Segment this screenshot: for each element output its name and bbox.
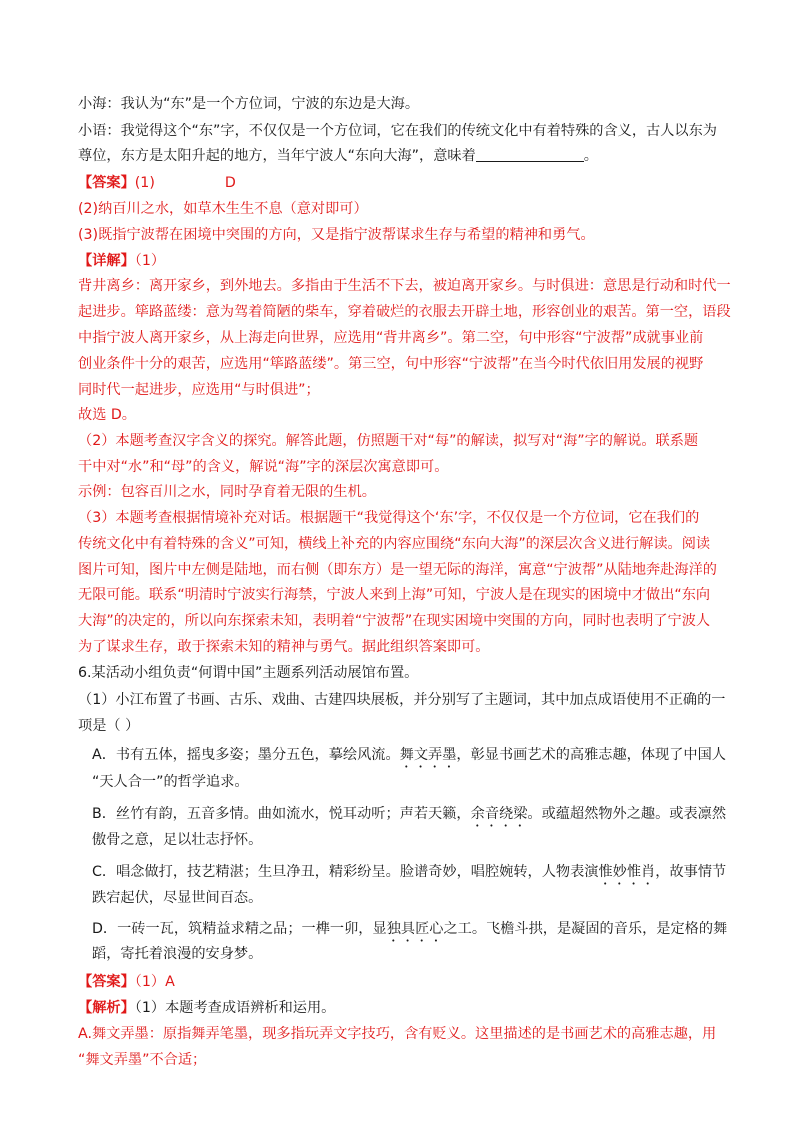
answer1-line2: (2)纳百川之水，如草木生生不息（意对即可） (78, 201, 368, 217)
answer1-choice: D (224, 175, 236, 191)
option-d-line1: D．一砖一瓦，筑精益求精之品；一榫一卯，显独具匠心之工。飞檐斗拱，是凝固的音乐，是定格的舞 (92, 921, 728, 937)
option-d-line2: 蹈，寄托着浪漫的安身梦。 (92, 946, 263, 962)
option-a-idiom: 舞文弄墨 (399, 747, 457, 763)
option-c-idiom: 惟妙惟肖 (598, 864, 656, 880)
detail-heading (78, 251, 800, 271)
answer1-line3: (3)既指宁波帮在困境中突围的方向，又是指宁波帮谋求生存与希望的精神和勇气。 (78, 227, 595, 243)
detail-p1-line3: 中指宁波人离开家乡，从上海走向世界，应选用“背井离乡”。第二空，句中形容“宁波帮”成就事业前 (78, 330, 704, 346)
detail-label: 【详解】 (78, 253, 135, 269)
detail-p2-line2: 干中对“水”和“母”的含义，解说“海”字的深层次寓意即可。 (78, 459, 449, 475)
answer1-line1 (78, 173, 800, 193)
detail-p3-line5: 大海”的决定的，所以向东探索未知，表明着“宁波帮”在现实困境中突围的方向，同时也表明了宁波人 (78, 613, 711, 629)
option-c-line1: C．唱念做打，技艺精湛；生旦净丑，精彩纷呈。脸谱奇妙，唱腔婉转，人物表演惟妙惟肖，故事情节 (92, 864, 727, 880)
detail-p1-line4: 创业条件十分的艰苦，应选用“筚路蓝缕”。第三空，句中形容“宁波帮”在当今时代依旧用发展的视野 (78, 356, 704, 372)
answer2-label: 【答案】 (78, 974, 135, 990)
detail-p3-line4: 无限可能。联系“明清时宁波实行海禁，宁波人来到上海”可知，宁波人是在现实的困境中才做出“东向 (78, 587, 711, 603)
analysis-heading (78, 998, 800, 1018)
answer1-num: (1) (134, 175, 155, 191)
question6-stem-line2: 项是（ ） (78, 718, 140, 734)
dialogue-xiaoyu-end: 。 (583, 148, 598, 164)
dialogue-xiaoyu-line2 (78, 146, 800, 166)
answer-blank (476, 147, 584, 162)
detail-p1-line2: 起进步。筚路蓝缕：意为驾着简陋的柴车，穿着破烂的衣服去开辟土地，形容创业的艰苦。第一空，语段 (78, 304, 731, 320)
analysis-a-line1: A.舞文弄墨：原指舞弄笔墨，现多指玩弄文字技巧，含有贬义。这里描述的是书画艺术的高雅志趣，用 (78, 1026, 717, 1042)
detail-p2-line3: 示例：包容百川之水，同时孕育着无限的生机。 (78, 484, 376, 500)
dialogue-xiaohai: 小海：我认为“东”是一个方位词，宁波的东边是大海。 (78, 96, 420, 112)
answer1-label: 【答案】 (78, 175, 135, 191)
option-b-line2: 傲骨之意，足以壮志抒怀。 (92, 832, 263, 848)
analysis-a-line2: “舞文弄墨”不合适； (78, 1052, 207, 1068)
question6-title: 6.某活动小组负责“何谓中国”主题系列活动展馆布置。 (78, 665, 419, 681)
option-a-line1: A．书有五体，摇曳多姿；墨分五色，摹绘风流。舞文弄墨，彰显书画艺术的高雅志趣，体现了中国人 (92, 747, 726, 763)
detail-p3-line1: （3）本题考查根据情境补充对话。根据题干“我觉得这个‘东’字，不仅仅是一个方位词，它在我们的 (78, 510, 700, 526)
detail-p3-line3: 图片可知，图片中左侧是陆地，而右侧（即东方）是一望无际的海洋，寓意“宁波帮”从陆地奔赴海洋的 (78, 562, 717, 578)
option-b-idiom: 余音绕梁 (470, 806, 528, 822)
analysis-intro: （1）本题考查成语辨析和运用。 (134, 1000, 336, 1016)
question6-stem-line1: （1）小江布置了书画、古乐、戏曲、古建四块展板，并分别写了主题词，其中加点成语使用不正确的一 (78, 692, 726, 708)
answer2-value: （1）A (134, 974, 175, 990)
detail-p1-line6: 故选 D。 (78, 407, 136, 423)
detail-num: （1） (134, 253, 166, 269)
analysis-label: 【解析】 (78, 1000, 135, 1016)
answer2-line (78, 972, 800, 992)
detail-p1-line5: 同时代一起进步，应选用“与时俱进”； (78, 382, 320, 398)
detail-p2-line1: （2）本题考查汉字含义的探究。解答此题，仿照题干对“每”的解读，拟写对“海”字的解说。联系题 (78, 433, 699, 449)
dialogue-xiaoyu-text: 尊位，东方是太阳升起的地方，当年宁波人“东向大海”，意味着 (78, 148, 476, 164)
option-d-idiom: 独具匠心 (386, 921, 444, 937)
dialogue-xiaoyu-line1: 小语：我觉得这个“东”字，不仅仅是一个方位词，它在我们的传统文化中有着特殊的含义，古人以东为 (78, 123, 717, 139)
detail-p3-line6: 为了谋求生存，敢于探索未知的精神与勇气。据此组织答案即可。 (78, 639, 490, 655)
detail-p1-line1: 背井离乡：离开家乡，到外地去。多指由于生活不下去，被迫离开家乡。与时俱进：意思是行动和时代一 (78, 278, 731, 294)
option-b-line1: B．丝竹有韵，五音多情。曲如流水，悦耳动听；声若天籁，余音绕梁。或蕴超然物外之趣。或表凛然 (92, 806, 727, 822)
detail-p3-line2: 传统文化中有着特殊的含义”可知，横线上补充的内容应围绕“东向大海”的深层次含义进行解读。阅读 (78, 536, 711, 552)
option-c-line2: 跌宕起伏，尽显世间百态。 (92, 890, 263, 906)
option-a-line2: “天人合一”的哲学追求。 (92, 774, 249, 790)
